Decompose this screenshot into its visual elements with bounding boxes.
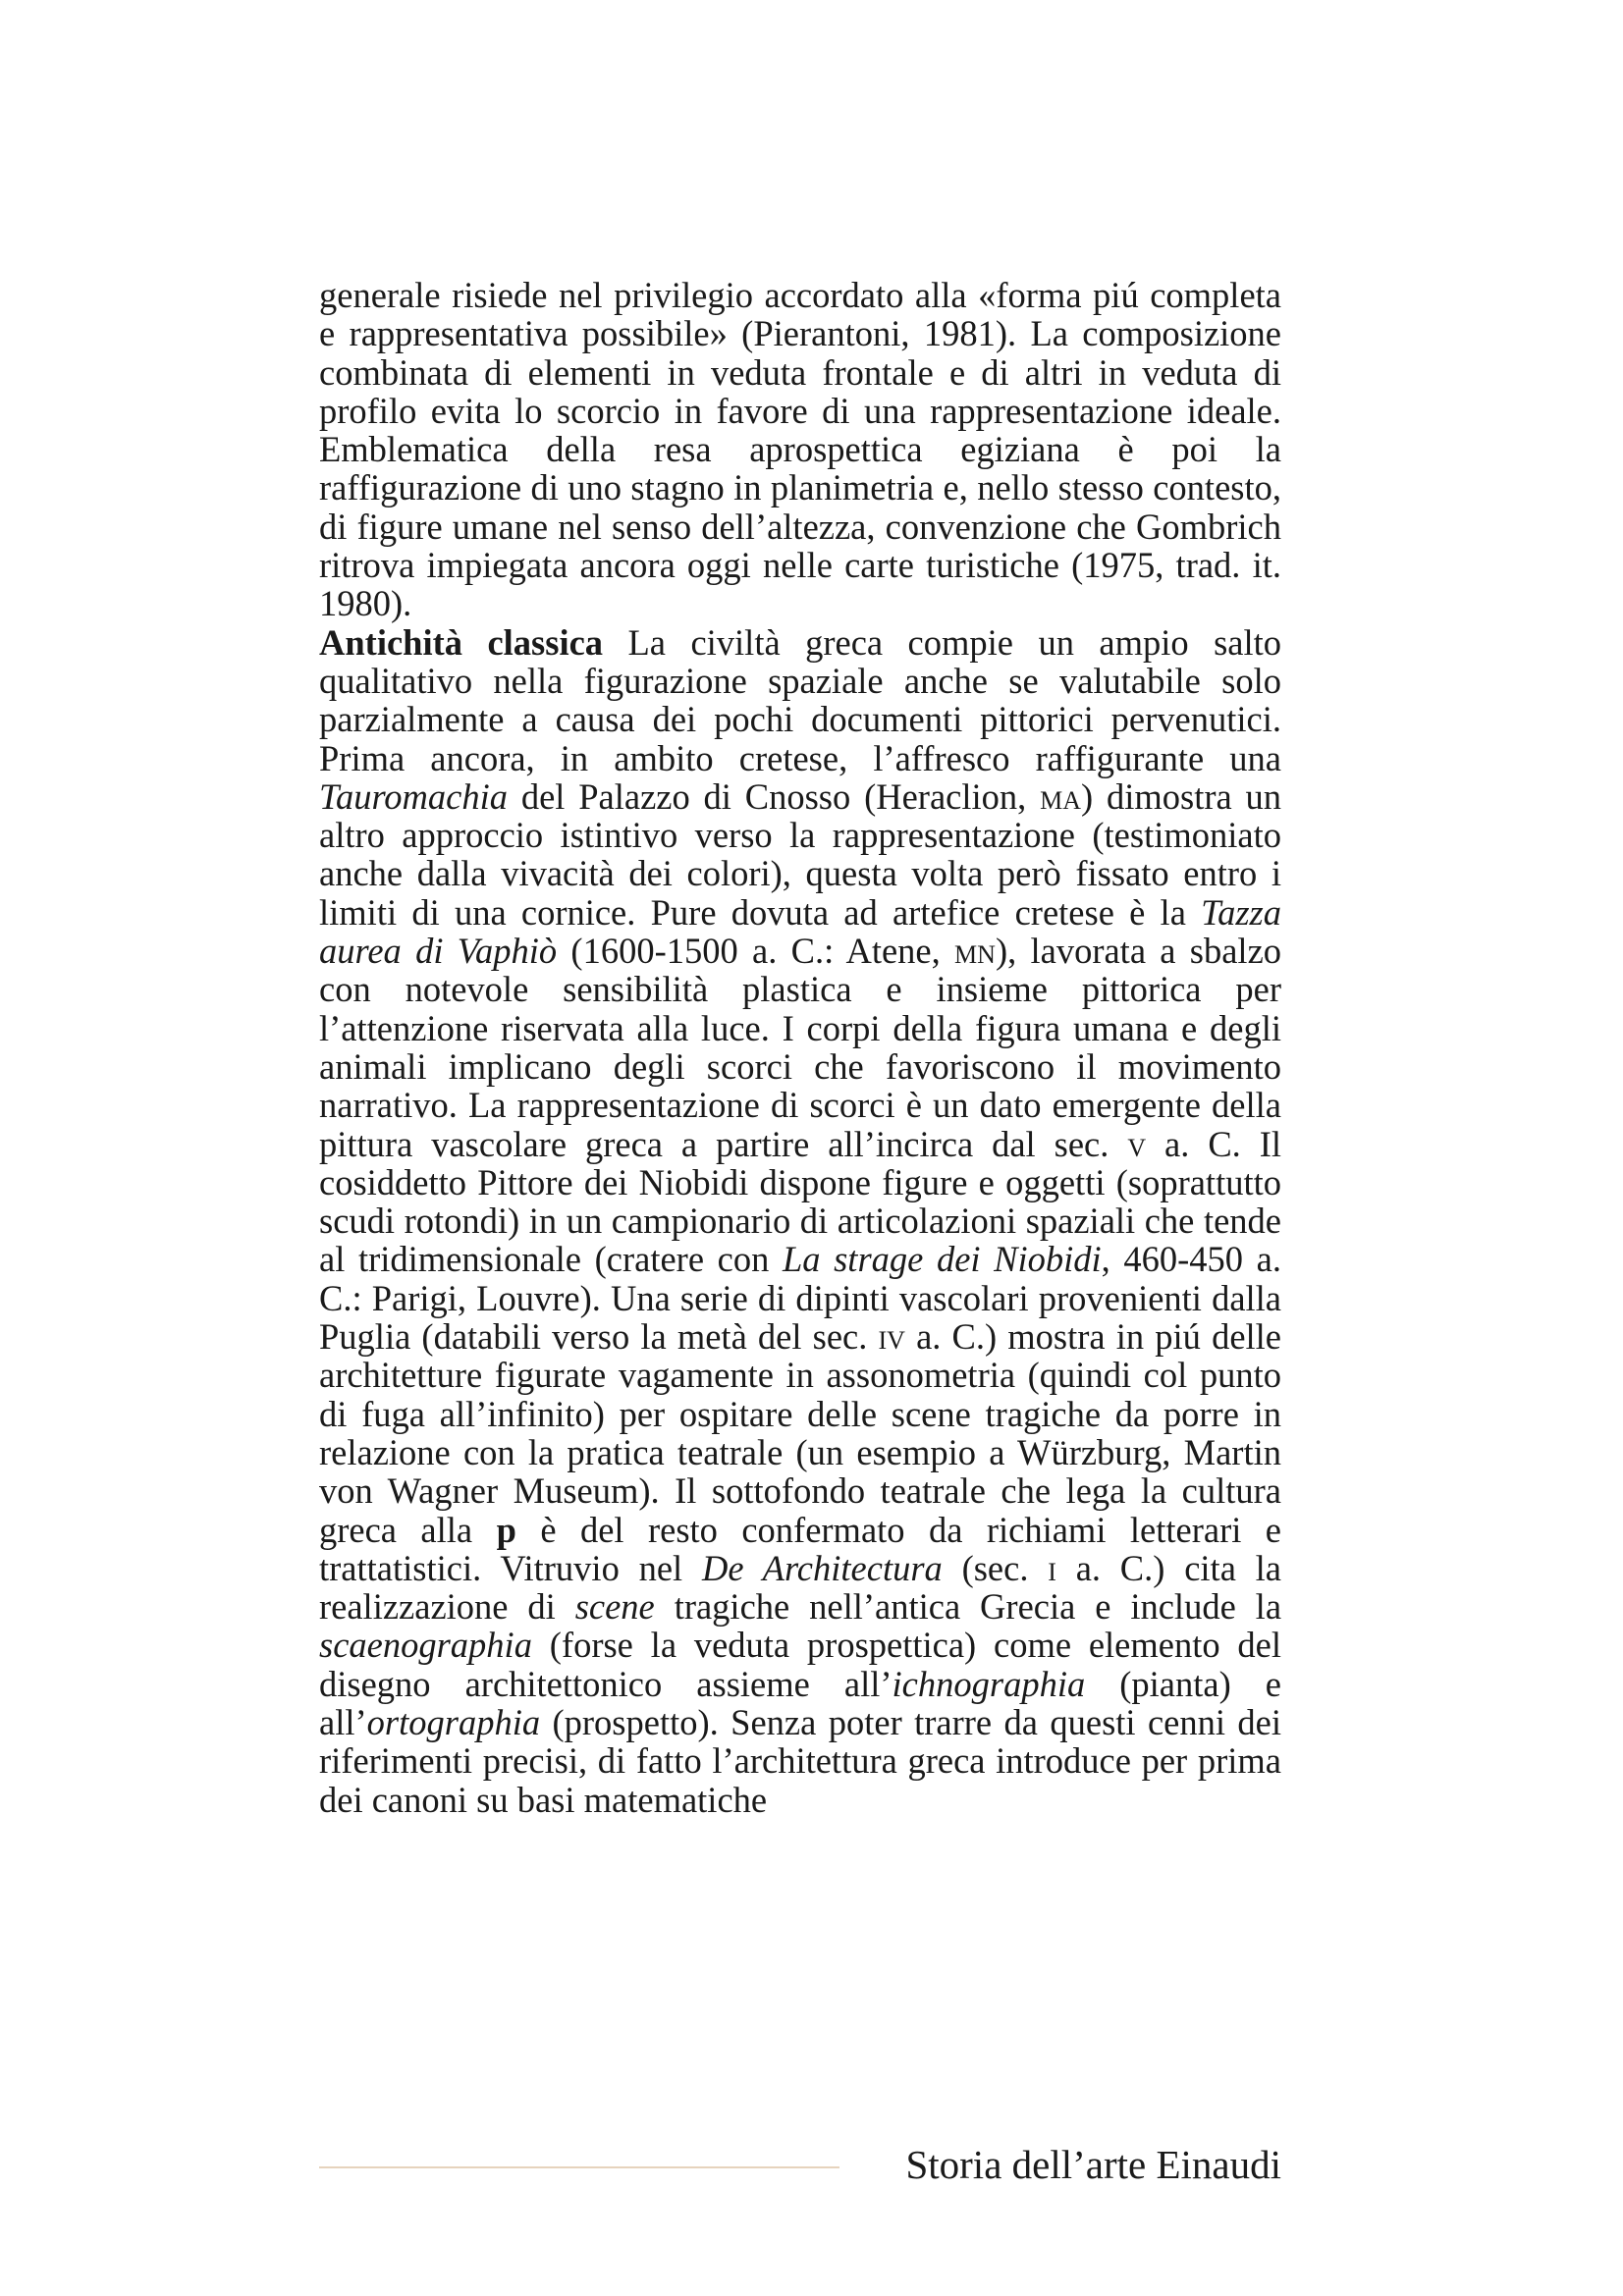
text-run: tragiche nell’antica Grecia e include la [674,1586,1282,1628]
paragraph-classical-antiquity [319,623,1281,1819]
cross-reference-term: p [496,1509,516,1550]
text-run: ), lavorata a sbalzo con notevole sensibilità plastica e insieme pittorica per l’attenzione riservata alla luce. I corpi della figura umana e degli animali implicano degli scorci che favoriscono il movimento narrativo. La rappresentazione di scorci è un dato emergente della pittura vascolare greca a partire all’incirca dal sec. [319,931,1282,1164]
artwork-title: Tazza aurea di Vaphiò [319,891,1281,972]
paragraph-egyptian-representation: generale risiede nel privilegio accordato alla «forma piú completa e rappresentativa possibile» (Pierantoni, 1981). La composizione combinata di elementi in veduta frontale e di altri in veduta di profilo evita lo scorcio in favore di una rappresentazione ideale. Emblematica della resa aprospettica egiziana è poi la raffigurazione di uno stagno in planimetria e, nello stesso contesto, di figure umane nel senso dell’altezza, convenzione che Gombrich ritrova impiegata ancora oggi nelle carte turistiche (1975, trad. it. 1980). [319,275,1281,624]
section-heading: Antichità classica [319,621,604,663]
text-run: , 460-450 a. C.: Parigi, Louvre). Una serie di dipinti vascolari provenienti dalla Puglia (databili verso la metà del sec. [319,1239,1281,1358]
text-run: è del resto confermato da richiami letterari e trattatistici. Vitruvio nel [319,1509,1281,1588]
footer-rule [319,2166,839,2168]
book-title: De Architectura [701,1547,943,1588]
main-text-column [319,276,1281,1819]
text-run: del Palazzo di Cnosso (Heraclion, [520,775,1027,817]
century-numeral: v [1127,1123,1147,1164]
text-run: (1600-1500 a. C.: Atene, [570,931,941,972]
artwork-title: Tauromachia [319,775,508,817]
term: scene [574,1586,655,1628]
museum-abbreviation: ma [1040,775,1081,817]
text-run: La civiltà greca compie un ampio salto qualitativo nella figurazione spaziale anche se valutabile solo parzialmente a causa dei pochi documenti pittorici pervenutici. Prima ancora, in ambito cretese, l’affresco raffigurante una [319,621,1282,778]
text-run: (prospetto). Senza poter trarre da questi cenni dei riferimenti precisi, di fatto l’architettura greca introduce per prima dei canoni su basi matematiche [319,1701,1282,1820]
museum-abbreviation: mn [954,931,996,972]
century-numeral: i [1048,1547,1056,1588]
text-run: a. C. Il cosiddetto Pittore dei Niobidi dispone figure e oggetti (soprattutto scudi rotondi) in un campionario di articolazioni spaziali che tende al tridimensionale (cratere con [319,1123,1282,1280]
term: scaenographia [319,1625,532,1666]
term: ichnographia [892,1663,1086,1704]
century-numeral: iv [878,1316,905,1358]
footer-series-title: Storia dell’arte Einaudi [905,2142,1281,2187]
text-run: (pianta) e all’ [319,1663,1282,1742]
text-run: a. C.) cita la realizzazione di [319,1547,1282,1628]
text-run: (sec. [961,1547,1029,1588]
artwork-title: La strage dei Niobidi [782,1239,1102,1280]
term: ortographia [366,1701,541,1742]
text-run: (forse la veduta prospettica) come elemento del disegno architettonico assieme all’ [319,1625,1282,1704]
text-run: a. C.) mostra in piú delle architetture figurate vagamente in assonometria (quindi col punto di fuga all’infinito) per ospitare delle scene tragiche da porre in relazione con la pratica teatrale (un esempio a Würzburg, Martin von Wagner Museum). Il sottofondo teatrale che lega la cultura greca alla [319,1316,1282,1550]
text-run: ) dimostra un altro approccio istintivo verso la rappresentazione (testimoniato anche dalla vivacità dei colori), questa volta però fissato entro i limiti di una cornice. Pure dovuta ad artefice cretese è la [319,775,1282,933]
